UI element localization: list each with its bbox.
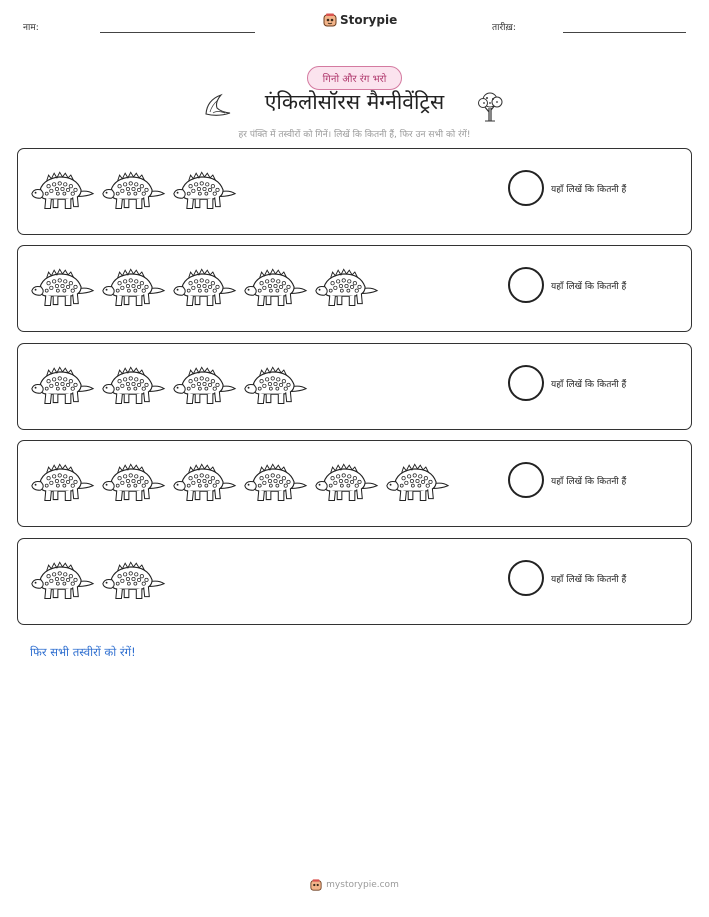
dino-strip [30, 555, 166, 605]
counting-row [17, 440, 692, 527]
name-field[interactable] [100, 32, 255, 33]
tree-icon [476, 90, 504, 122]
ankylosaurus-icon [314, 262, 379, 310]
answer-circle[interactable] [508, 170, 544, 206]
answer-circle[interactable] [508, 267, 544, 303]
name-label: नाम: [23, 23, 39, 33]
ankylosaurus-icon [30, 555, 95, 603]
ankylosaurus-icon [243, 262, 308, 310]
ankylosaurus-icon [172, 262, 237, 310]
ankylosaurus-icon [101, 360, 166, 408]
ankylosaurus-icon [172, 165, 237, 213]
worksheet-header [0, 0, 709, 40]
ankylosaurus-icon [101, 165, 166, 213]
storypie-logo-icon [323, 13, 337, 27]
footer-site: mystorypie.com [326, 880, 399, 890]
answer-hint: यहाँ लिखें कि कितनी हैं [551, 380, 627, 390]
ankylosaurus-icon [243, 457, 308, 505]
topic-badge: गिनो और रंग भरो [307, 66, 402, 90]
answer-circle[interactable] [508, 365, 544, 401]
dino-strip [30, 262, 379, 312]
ankylosaurus-icon [385, 457, 450, 505]
dino-strip [30, 165, 237, 215]
dino-strip [30, 360, 308, 410]
answer-hint: यहाँ लिखें कि कितनी हैं [551, 477, 627, 487]
counting-row [17, 343, 692, 430]
ankylosaurus-icon [30, 262, 95, 310]
storypie-logo-icon [310, 879, 322, 891]
ankylosaurus-icon [30, 165, 95, 213]
date-label: तारीख़: [492, 23, 516, 33]
ankylosaurus-icon [172, 457, 237, 505]
answer-hint: यहाँ लिखें कि कितनी हैं [551, 282, 627, 292]
brand-logo [323, 13, 397, 27]
answer-circle[interactable] [508, 462, 544, 498]
ankylosaurus-icon [30, 360, 95, 408]
ankylosaurus-icon [101, 262, 166, 310]
instruction-text: हर पंक्ति में तस्वीरों को गिनें। लिखें कि कितनी हैं, फिर उन सभी को रंगें! [238, 130, 471, 140]
ankylosaurus-icon [101, 457, 166, 505]
counting-row [17, 148, 692, 235]
page-footer [0, 879, 709, 891]
answer-hint: यहाँ लिखें कि कितनी हैं [551, 185, 627, 195]
brand-name: Storypie [340, 13, 398, 27]
counting-row [17, 245, 692, 332]
ankylosaurus-icon [314, 457, 379, 505]
ankylosaurus-icon [243, 360, 308, 408]
answer-circle[interactable] [508, 560, 544, 596]
color-instruction: फिर सभी तस्वीरों को रंगें! [30, 645, 136, 659]
title-row [0, 88, 709, 122]
worksheet-title: एंकिलोसॉरस मैग्नीवेंट्रिस [264, 90, 445, 114]
answer-hint: यहाँ लिखें कि कितनी हैं [551, 575, 627, 585]
ankylosaurus-icon [172, 360, 237, 408]
ankylosaurus-icon [101, 555, 166, 603]
date-field[interactable] [563, 32, 686, 33]
counting-row [17, 538, 692, 625]
ankylosaurus-icon [30, 457, 95, 505]
dino-strip [30, 457, 450, 507]
